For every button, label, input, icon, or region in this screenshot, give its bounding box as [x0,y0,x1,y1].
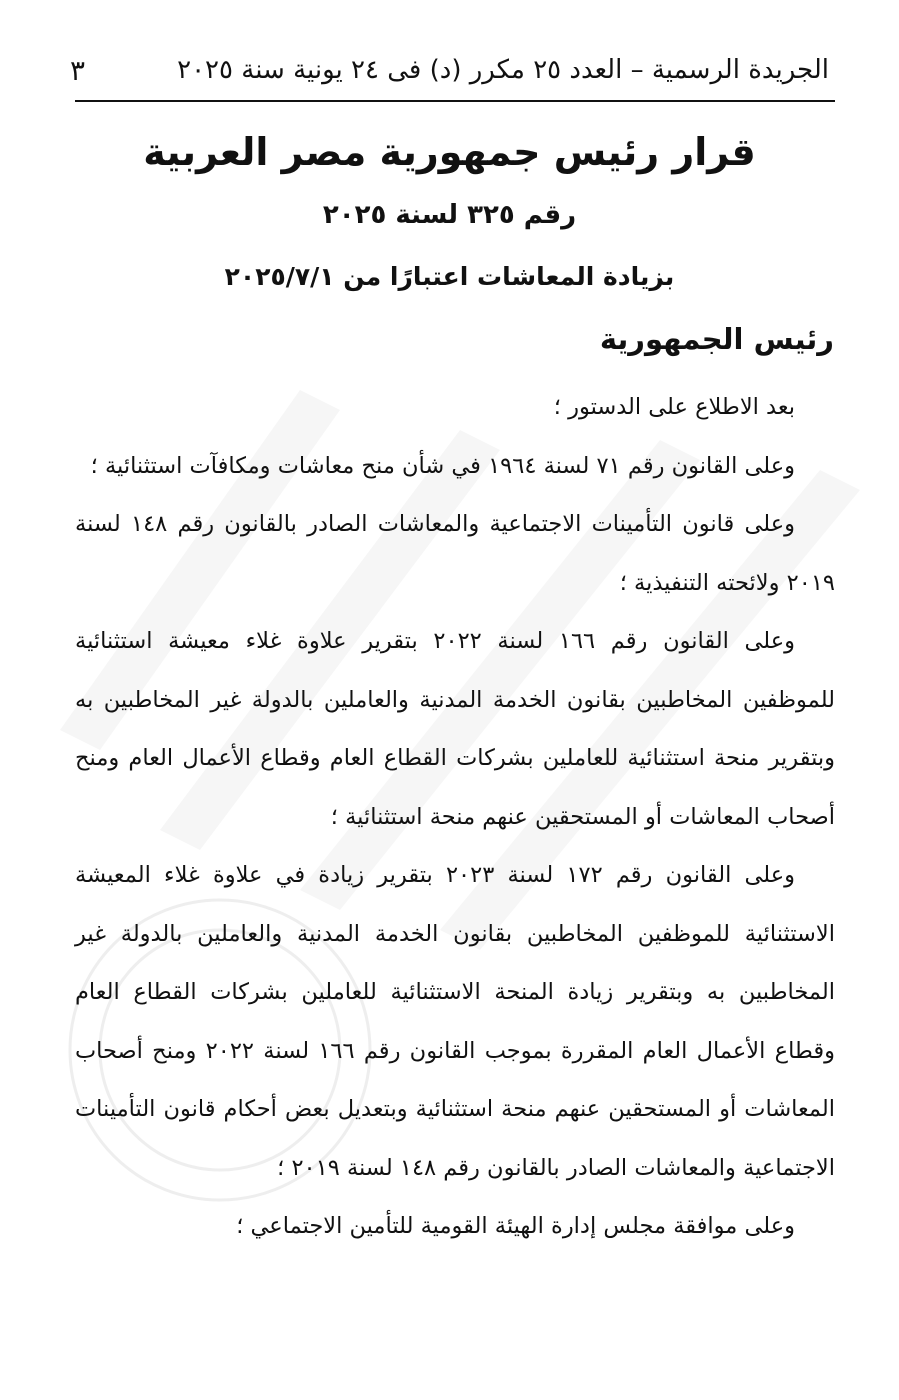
decree-subject: بزيادة المعاشات اعتبارًا من ٢٠٢٥/٧/١ [224,262,675,291]
decree-number: رقم ٣٢٥ لسنة ٢٠٢٥ [322,200,577,230]
paragraph: بعد الاطلاع على الدستور ؛ [553,394,795,420]
president-heading: رئيس الجمهورية [599,322,834,356]
decree-title: قرار رئيس جمهورية مصر العربية [143,130,756,174]
gazette-issue-line: الجريدة الرسمية – العدد ٢٥ مكرر (د) فى ٢٤ يونية سنة ٢٠٢٥ [177,55,829,85]
page-number: ٣ [70,53,86,87]
paragraph: وعلى قانون التأمينات الاجتماعية والمعاشات الصادر بالقانون رقم ١٤٨ لسنة ٢٠١٩ ولائحته التنفيذية ؛ [75,511,835,596]
decree-preamble [75,378,835,1256]
paragraph: وعلى موافقة مجلس إدارة الهيئة القومية للتأمين الاجتماعي ؛ [236,1213,795,1239]
header-divider [75,100,835,102]
paragraph: وعلى القانون رقم ٧١ لسنة ١٩٦٤ في شأن منح معاشات ومكافآت استثنائية ؛ [90,452,795,479]
gazette-header [70,48,829,92]
paragraph: وعلى القانون رقم ١٧٢ لسنة ٢٠٢٣ بتقرير زيادة في علاوة غلاء المعيشة الاستثنائية للموظفين المخاطبين بقانون الخدمة المدنية والعاملين بالدولة غير المخاطبين به وبتقرير زيادة المنحة الاستثنائية للعاملين بشركات القطاع العام وقطاع الأعمال العام المقررة بموجب القانون رقم ١٦٦ لسنة ٢٠٢٢ ومنح أصحاب المعاشات أو المستحقين عنهم منحة استثنائية وبتعديل بعض أحكام قانون التأمينات الاجتماعية والمعاشات الصادر بالقانون رقم ١٤٨ لسنة ٢٠١٩ ؛ [75,862,836,1181]
paragraph: وعلى القانون رقم ١٦٦ لسنة ٢٠٢٢ بتقرير علاوة غلاء معيشة استثنائية للموظفين المخاطبين بقانون الخدمة المدنية والعاملين بالدولة غير المخاطبين به وبتقرير منحة استثنائية للعاملين بشركات القطاع العام وقطاع الأعمال العام ومنح أصحاب المعاشات أو المستحقين عنهم منحة استثنائية ؛ [75,628,835,830]
